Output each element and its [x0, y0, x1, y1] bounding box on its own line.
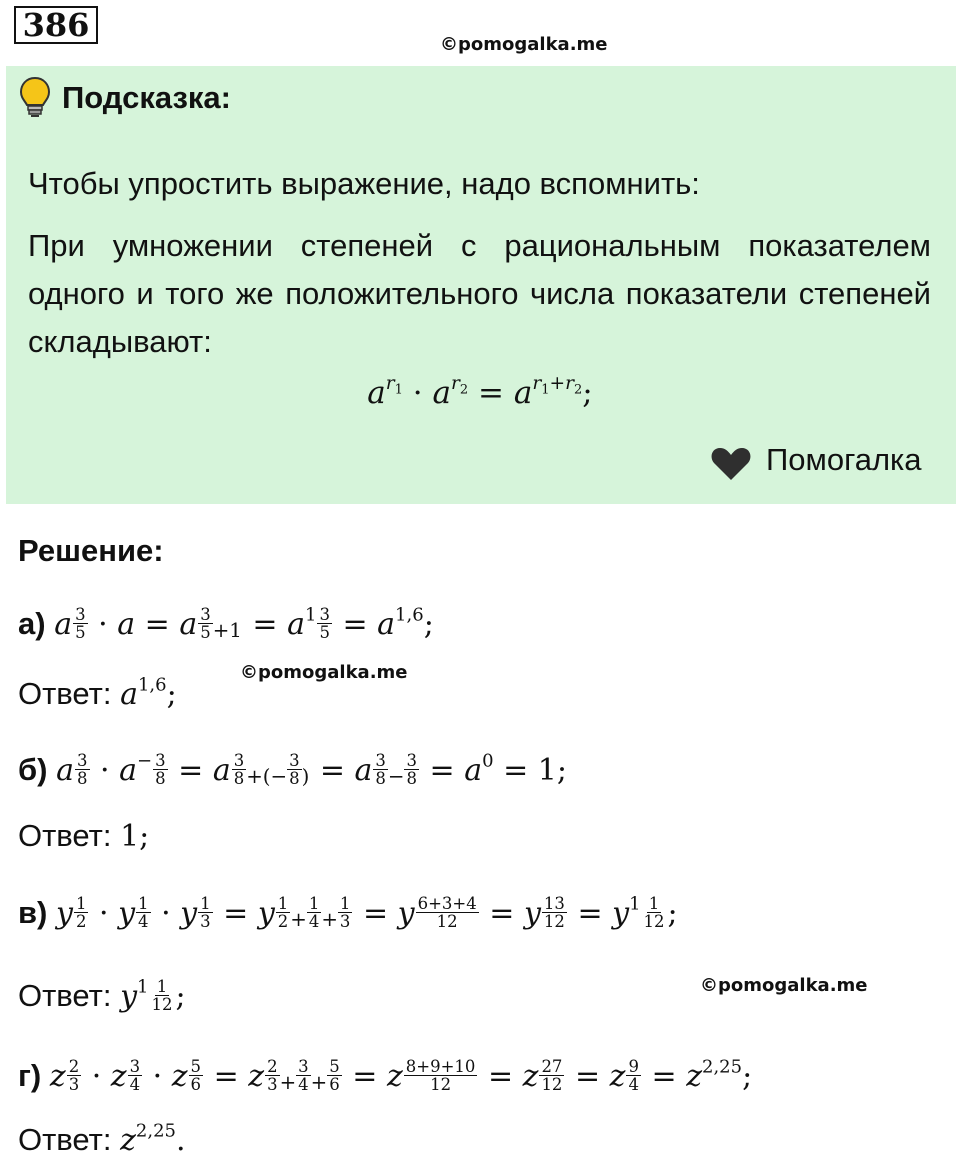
hint-rule: При умножении степеней с рациональным показателем одного и того же положительного числа показатели степеней складывают:	[28, 228, 931, 359]
hint-title: Подсказка:	[62, 80, 231, 115]
item-label: г)	[18, 1058, 42, 1094]
hint-formula: $a^{r_1} \cdot a^{r_2} = a^{r_1+r_2}$;	[367, 373, 593, 411]
solution-item-v	[18, 895, 678, 931]
answer-v	[18, 978, 186, 1014]
lightbulb-icon	[18, 76, 52, 118]
item-expression: a $\frac{3}{5}$ · a = a 3 5 +1 = $a^1$ $\frac{3}{5}$ = $a^{1,6}$;	[54, 604, 434, 643]
item-expression: a $\frac{3}{8}$ · a− $\frac{3}{8}$ = a 3 8 +(− $\frac{3}{8}$ ) = a 3 8 − $\frac{3}{8}$ = $a^0 = 1$;	[56, 750, 567, 789]
answer-value: $z^{2,25}$.	[120, 1120, 186, 1158]
item-label: в)	[18, 895, 48, 931]
watermark-middle: ©pomogalka.me	[240, 662, 408, 683]
watermark-top: ©pomogalka.me	[440, 34, 608, 55]
solution-item-b	[18, 752, 567, 788]
solution-item-g	[18, 1058, 752, 1094]
item-label: а)	[18, 606, 46, 642]
heart-icon	[710, 446, 752, 482]
answer-g	[18, 1122, 186, 1158]
item-expression: y $\frac{1}{2}$ · y $\frac{1}{4}$ · y $\frac{1}{3}$ = y 1 2 + $\frac{1}{4}$ + $\frac{1}{3}$ = y $\frac{6+3+4}{12}$ = y $\frac{13}{12}$ = $y^1$ $\frac{1}{12}$ ;	[56, 893, 678, 932]
answer-b	[18, 818, 149, 854]
solution-title: Решение:	[18, 533, 164, 568]
task-number: 386	[14, 6, 98, 44]
brand-name: Помогалка	[766, 442, 922, 477]
answer-a	[18, 676, 177, 712]
answer-label: Ответ:	[18, 676, 112, 711]
answer-label: Ответ:	[18, 978, 112, 1014]
answer-label: Ответ:	[18, 1122, 112, 1157]
hint-intro: Чтобы упростить выражение, надо вспомнить:	[28, 166, 700, 201]
item-expression: z $\frac{2}{3}$ · z $\frac{3}{4}$ · z $\frac{5}{6}$ = z 2 3 + $\frac{3}{4}$ + $\frac{5}{6}$ = z $\frac{8+9+10}{12}$ = z $\frac{27}{12}$ = z $\frac{9}{4}$ = $z^{2,25}$;	[49, 1056, 753, 1095]
item-label: б)	[18, 752, 48, 788]
watermark-bottom: ©pomogalka.me	[700, 975, 868, 996]
answer-value: 1;	[120, 819, 150, 854]
solution-item-a	[18, 606, 434, 642]
answer-value: $y^1$ $\frac{1}{12}$ ;	[120, 976, 186, 1015]
answer-value: $a^{1,6}$;	[120, 674, 177, 712]
answer-label: Ответ:	[18, 818, 112, 853]
